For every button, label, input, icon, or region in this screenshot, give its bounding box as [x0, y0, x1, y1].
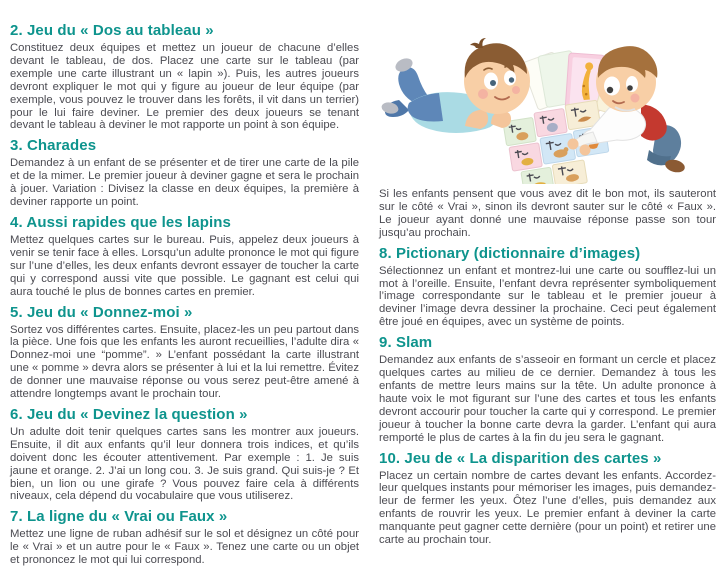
boy-lying-illustration — [381, 38, 530, 133]
game-body-3: Demandez à un enfant de se présenter et de tirer une carte de la pile et de la mimer. Le premier joueur à deviner gagne et sera le prochain à jouer. Variation : Divisez la classe en deux équipes, la première à deviner rapporte un point. — [10, 157, 359, 209]
illustration-children-flashcards — [379, 8, 716, 184]
game-section-3 — [10, 137, 359, 209]
game-title-4: 4. Aussi rapides que les lapins — [10, 213, 231, 231]
game-section-10 — [379, 450, 716, 547]
game-body-7: Mettez une ligne de ruban adhésif sur le sol et désignez un côté pour le « Vrai » et un autre pour le « Faux ». Tenez une carte ou un objet et prononcez le mot qui lui correspond. — [10, 528, 359, 567]
left-column — [10, 22, 359, 567]
game-body-4: Mettez quelques cartes sur le bureau. Puis, appelez deux joueurs à venir se tenir face à elles. Lorsqu’un adulte prononce le mot qui figure sur l’une d’elles, les deux enfants devront essayer de toucher la carte qui y correspond aussi vite que possible. Le gagnant est celui qui aura touché le plus de bonnes cartes en premier. — [10, 233, 359, 298]
game-body-9: Demandez aux enfants de s’asseoir en formant un cercle et placez quelques cartes au milieu de ce dernier. Demandez à tous les enfants de mettre leurs mains sur la tête. Un adulte prononce à haute voix le mot figurant sur l’une des cartes et tous les enfants devront accourir pour toucher la carte qui y correspond. Le premier joueur à toucher la bonne carte devra la garder. L’enfant qui aura remporté le plus de cartes à la fin du jeu sera le gagnant. — [379, 354, 716, 444]
game-title-3: 3. Charades — [10, 137, 97, 155]
game-title-5: 5. Jeu du « Donnez-moi » — [10, 303, 193, 321]
children-flashcards-svg — [379, 8, 716, 184]
game-title-7: 7. La ligne du « Vrai ou Faux » — [10, 508, 228, 526]
game-section-8 — [379, 245, 716, 330]
game-section-6 — [10, 406, 359, 503]
vrai-faux-continuation: Si les enfants pensent que vous avez dit le bon mot, ils sauteront sur le côté « Vrai », sinon ils devront sauter sur le côté « Faux ». Le joueur ayant donné une mauvaise réponse passe son tour jusqu’au prochain. — [379, 188, 716, 239]
game-body-5: Sortez vos différentes cartes. Ensuite, placez-les un peu partout dans la pièce. Une fois que les enfants les auront recueillies, l’adulte dira « Donnez-moi une “pomme”. » L’enfant possédant la carte illustrant une « pomme » devra alors se présenter à lui et la lui remettre. Évitez de donner une mauvaise réponse ou vous serez peut-être amené à attendre longtemps avant le prochain tour. — [10, 323, 359, 401]
game-title-2: 2. Jeu du « Dos au tableau » — [10, 22, 214, 39]
game-body-6: Un adulte doit tenir quelques cartes sans les montrer aux joueurs. Ensuite, il dit aux enfants qu’il leur donnera trois indices, et qu’ils doivent donc les écouter attentivement. Par exemple : 1. Je suis jaune et orange. 2. J’ai un long cou. 3. Je suis grand. Qui suis-je ? Et bien, un lion ou une girafe ? Vous pouvez faire cela à différents niveaux, cela dépend du vocabulaire que vous utiliserez. — [10, 425, 359, 503]
game-title-8: 8. Pictionary (dictionnaire d’images) — [379, 244, 641, 262]
game-title-6: 6. Jeu du « Devinez la question » — [10, 405, 248, 423]
right-column — [379, 8, 716, 547]
game-title-10: 10. Jeu de « La disparition des cartes » — [379, 449, 662, 467]
game-section-2 — [10, 22, 359, 132]
game-title-9: 9. Slam — [379, 334, 433, 352]
game-body-2: Constituez deux équipes et mettez un joueur de chacune d’elles devant le tableau, de dos. Placez une carte sur le tableau (par exemple une carte illustrant un « lapin »). Puis, les autres joueurs devront expliquer le mot qui y figure au joueur de leur équipe (par exemple, vous pouvez le trouver dans les forêts, il vit dans un terrier) pour le lui faire deviner. Le premier des deux joueurs se tenant devant le tableau à deviner le mot rapporte un point à son équipe. — [10, 42, 359, 132]
game-section-4 — [10, 214, 359, 299]
game-body-8: Sélectionnez un enfant et montrez-lui une carte ou soufflez-lui un mot à l’oreille. Ensuite, l’enfant devra représenter symboliquement l’image correspondante sur le tableau et le premier joueur à deviner l’image devra dessiner la prochaine. Ceci peut également être joué en équipes, avec un système de points. — [379, 264, 716, 329]
game-section-9 — [379, 334, 716, 444]
game-section-5 — [10, 304, 359, 401]
game-section-7 — [10, 508, 359, 567]
game-body-10: Placez un certain nombre de cartes devant les enfants. Accordez-leur quelques instants pour mémoriser les images, puis demandez-leur de fermer les yeux. Ôtez l’une d’elles, puis demandez aux enfants de rouvrir les yeux. Le premier enfant à deviner la carte manquante peut gagner cette dernière (pour un point) et retirer une carte au prochain tour. — [379, 469, 716, 547]
